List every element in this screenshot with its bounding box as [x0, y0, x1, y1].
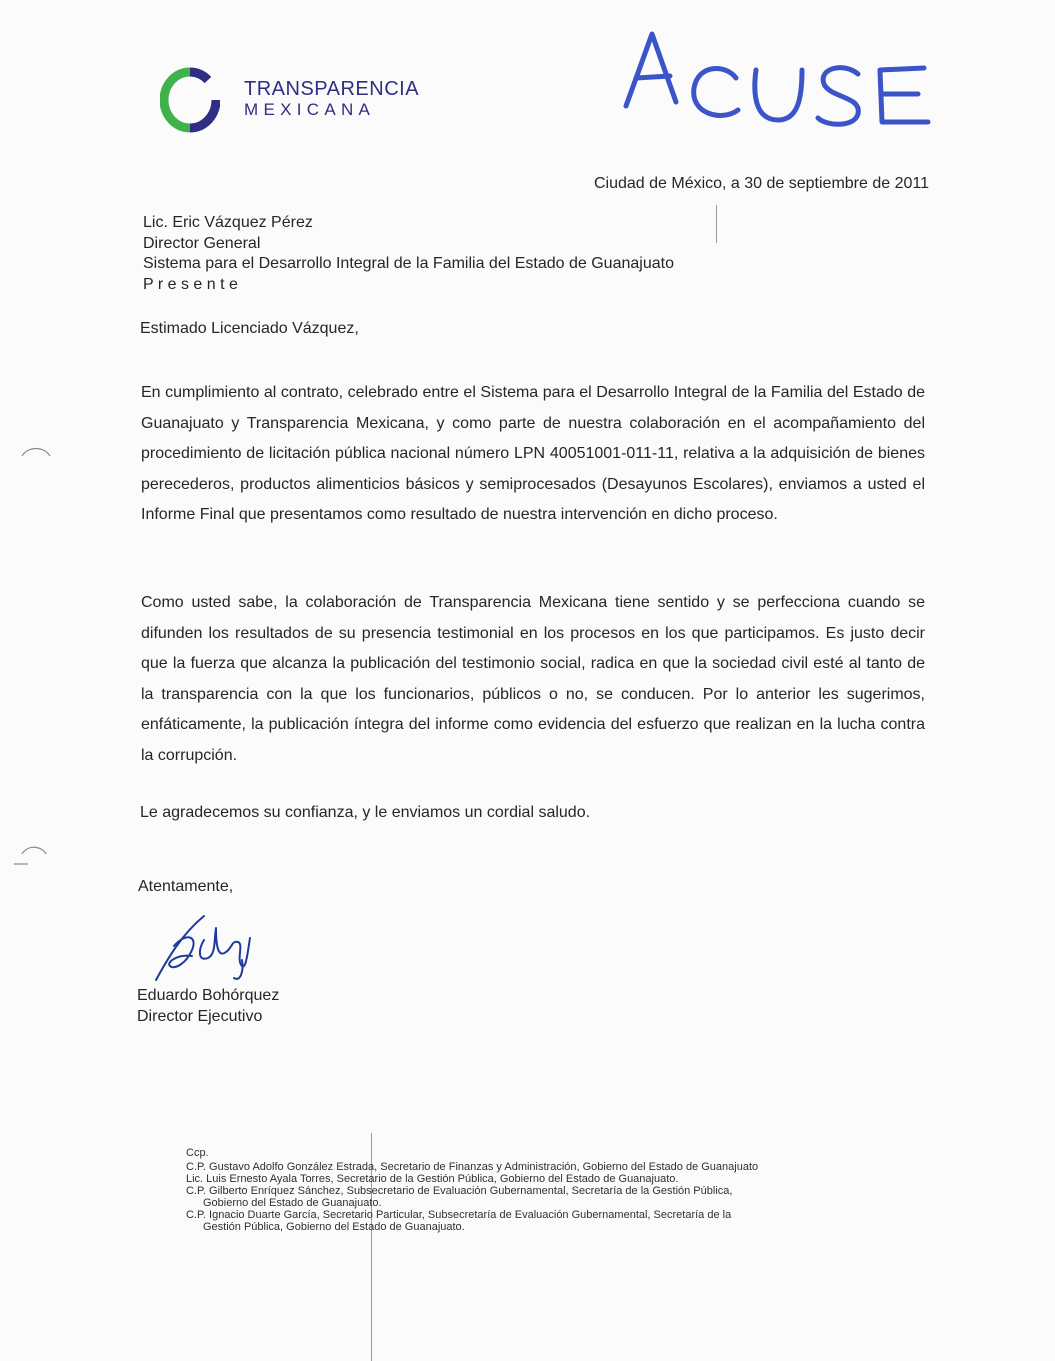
ccp-item-continuation: Gobierno del Estado de Guanajuato.	[203, 1197, 382, 1209]
recipient-name: Lic. Eric Vázquez Pérez	[143, 214, 313, 231]
thanks-line: Le agradecemos su confianza, y le enviamos un cordial saludo.	[140, 804, 591, 821]
closing-line: Atentamente,	[138, 878, 234, 895]
ccp-item: C.P. Gustavo Adolfo González Estrada, Secretario de Finanzas y Administración, Gobierno del Estado de Guanajuato	[186, 1161, 759, 1173]
acuse-handwritten-stamp	[618, 26, 938, 136]
greeting: Estimado Licenciado Vázquez,	[140, 320, 359, 337]
organization-logo	[160, 62, 420, 142]
logo-text-line1: TRANSPARENCIA	[244, 78, 420, 100]
recipient-presente: P r e s e n t e	[143, 275, 238, 293]
recipient-block	[143, 213, 674, 295]
signature-icon	[152, 910, 262, 988]
body-paragraph-1: En cumplimiento al contrato, celebrado entre el Sistema para el Desarrollo Integral de la Familia del Estado de Guanajuato y Transparencia Mexicana, y como parte de nuestra colaboración en el acompañamiento del procedimiento de licitación pública nacional número LPN 40051001-011-11, relativa a la adquisición de bienes perecederos, productos alimenticios básicos y semiprocesados (Desayunos Escolares), enviamos a usted el Informe Final que presentamos como resultado de nuestra intervención en dicho proceso.	[141, 384, 925, 523]
letter-date: Ciudad de México, a 30 de septiembre de 2011	[593, 175, 929, 192]
ccp-label: Ccp.	[186, 1147, 209, 1159]
ccp-block	[186, 1147, 758, 1233]
punch-hole-mark-icon	[18, 442, 52, 472]
ccp-item: C.P. Ignacio Duarte García, Secretario Particular, Subsecretaría de Evaluación Gubernamental, Secretaría de la	[186, 1209, 732, 1221]
logo-text-line2: MEXICANA	[244, 100, 376, 119]
signer-title: Director Ejecutivo	[137, 1008, 263, 1025]
signer-block	[137, 985, 279, 1027]
recipient-organization: Sistema para el Desarrollo Integral de la Familia del Estado de Guanajuato	[143, 255, 674, 272]
ccp-item: Lic. Luis Ernesto Ayala Torres, Secretario de la Gestión Pública, Gobierno del Estado de Guanajuato.	[186, 1173, 679, 1185]
logo-ring-icon	[160, 66, 220, 134]
body-paragraph-2: Como usted sabe, la colaboración de Transparencia Mexicana tiene sentido y se perfecciona cuando se difunden los resultados de su presencia testimonial en los procesos en los que participamos. Es justo decir que la fuerza que alcanza la publicación del testimonio social, radica en que la sociedad civil esté al tanto de la transparencia con la que los funcionarios, públicos o no, se conducen. Por lo anterior les sugerimos, enfáticamente, la publicación íntegra del informe como evidencia del esfuerzo que realizan en la lucha contra la corrupción.	[141, 594, 925, 764]
punch-hole-mark-icon	[14, 840, 48, 870]
ccp-item-continuation: Gestión Pública, Gobierno del Estado de Guanajuato.	[203, 1221, 465, 1233]
ccp-item: C.P. Gilberto Enríquez Sánchez, Subsecretario de Evaluación Gubernamental, Secretaría de la Gestión Pública,	[186, 1185, 733, 1197]
signer-name: Eduardo Bohórquez	[137, 987, 280, 1004]
recipient-title: Director General	[143, 234, 261, 252]
scan-artifact-line	[716, 205, 717, 243]
